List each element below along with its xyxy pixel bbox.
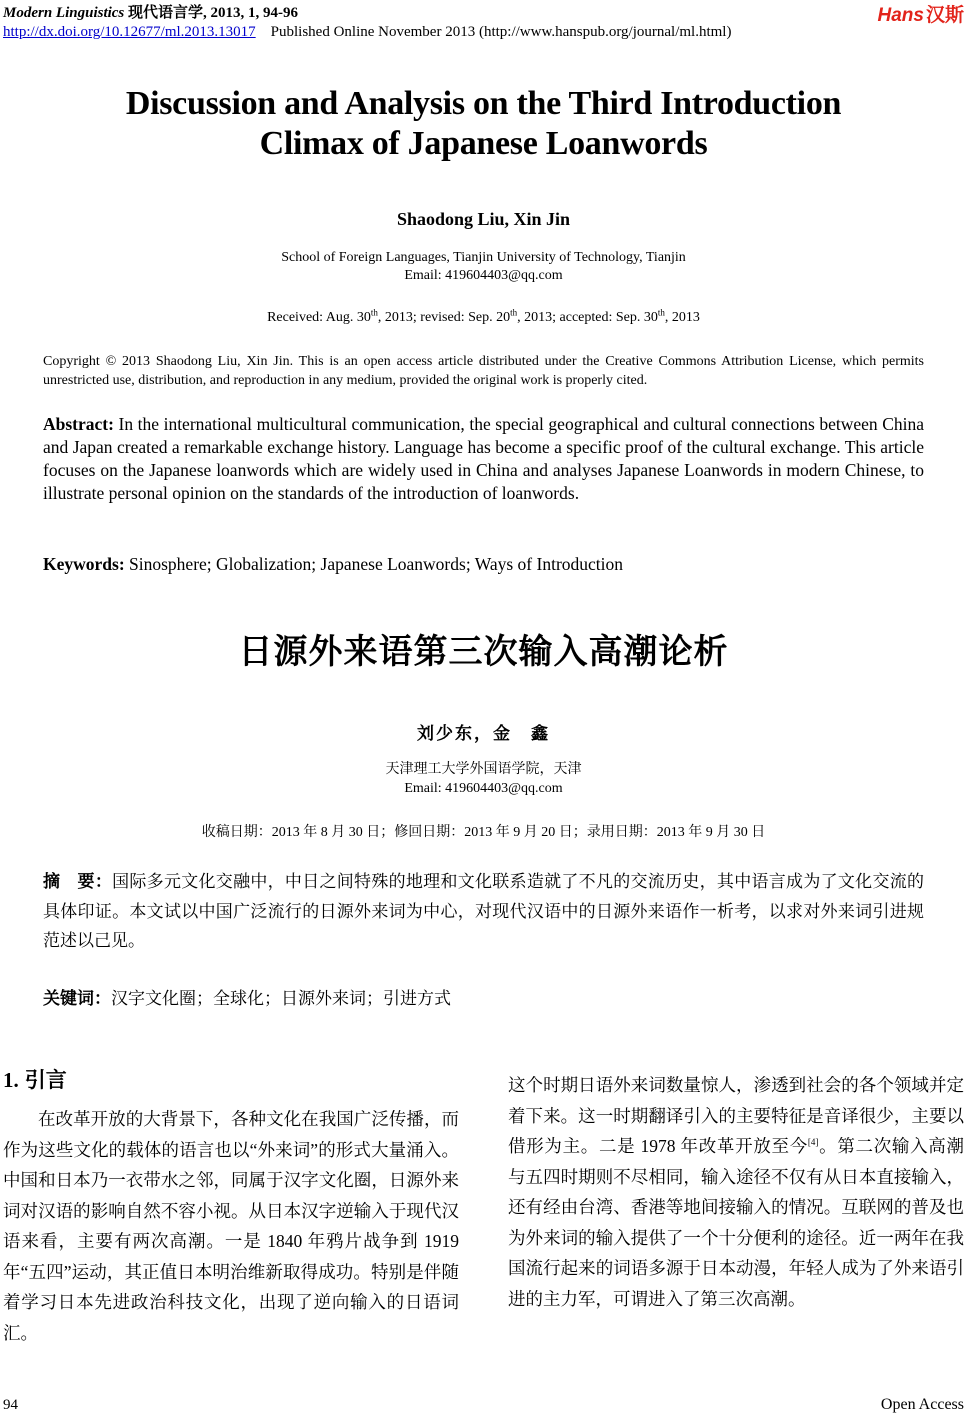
affiliation-en xyxy=(0,249,967,285)
abstract-label: Abstract: xyxy=(43,414,114,434)
hans-logo xyxy=(878,0,964,27)
dates-cn: 收稿日期：2013 年 8 月 30 日；修回日期：2013 年 9 月 20 日；录用日期：2013 年 9 月 30 日 xyxy=(201,825,766,840)
authors-cn: 刘少东，金 鑫 xyxy=(417,724,550,743)
dates-en xyxy=(0,307,967,326)
journal-volume: 现代语言学, 2013, 1, 94-96 xyxy=(124,5,299,21)
doi-line xyxy=(3,24,731,41)
affiliation-text: School of Foreign Languages, Tianjin University of Technology, Tianjin xyxy=(281,250,686,265)
copyright-notice: Copyright © 2013 Shaodong Liu, Xin Jin. This is an open access article distributed under the Creative Commons Attribution License, which permits unrestricted use, distribution, and reproduction in any medium, provided the original work is properly cited. xyxy=(43,354,924,388)
abstract-en xyxy=(43,413,924,505)
year: , 2013 xyxy=(664,310,700,325)
abstract-text: In the international multicultural communication, the special geographical and cultural connections between China and Japan created a remarkable exchange history. Language has become a specific proof of the cultural exchange. This article focuses on the Japanese loanwords which are widely used in China and analyses Japanese Loanwords in modern Chinese, to illustrate personal opinion on the standards of the introduction of loanwords. xyxy=(43,414,924,503)
section-title: 引言 xyxy=(24,1068,67,1092)
affiliation-cn xyxy=(0,760,967,798)
title-line-1: Discussion and Analysis on the Third Introduction xyxy=(125,85,842,122)
logo-text-cn: 汉斯 xyxy=(925,5,964,26)
email-cn: Email: 419604403@qq.com xyxy=(404,781,563,796)
citation-ref[interactable]: [4] xyxy=(807,1137,819,1148)
keywords-label: Keywords: xyxy=(43,554,125,574)
keywords-text-cn: 汉字文化圈；全球化；日源外来词；引进方式 xyxy=(111,989,451,1008)
sup: th xyxy=(510,307,518,318)
keywords-cn xyxy=(43,984,924,1009)
paper-title-cn: 日源外来语第三次输入高潮论析 xyxy=(238,632,729,672)
accepted-date: , 2013; accepted: Sep. 30 xyxy=(517,310,658,325)
authors-en: Shaodong Liu, Xin Jin xyxy=(396,209,571,229)
title-line-2: Climax of Japanese Loanwords xyxy=(259,125,708,162)
abstract-label-cn: 摘 要： xyxy=(43,872,113,892)
doi-link[interactable]: http://dx.doi.org/10.12677/ml.2013.13017 xyxy=(3,24,256,40)
section-number: 1. xyxy=(3,1068,19,1092)
body-column-left: 在改革开放的大背景下，各种文化在我国广泛传播，而作为这些文化的载体的语言也以“外来词”的形式大量涌入。中国和日本乃一衣带水之邻，同属于汉字文化圈，日源外来词对汉语的影响自然不容小视。从日本汉字逆输入于现代汉语来看，主要有两次高潮。一是 1840 年鸦片战争到 1919 年“五四”运动，其正值日本明治维新取得成功。特别是伴随着学习日本先进政治科技文化，出现了逆向输入的日语词汇。 xyxy=(3,1109,459,1343)
paper-title-en xyxy=(0,84,967,164)
body-text: 。第二次输入高潮与五四时期则不尽相同，输入途径不仅有从日本直接输入，还有经由台湾、香港等地间接输入的情况。互联网的普及也为外来词的输入提供了一个十分便利的途径。近一两年在我国流行起来的词语多源于日本动漫，年轻人成为了外来语引进的主力军，可谓进入了第三次高潮。 xyxy=(508,1136,965,1309)
page-number: 94 xyxy=(3,1397,18,1413)
sup: th xyxy=(657,307,665,318)
journal-citation xyxy=(3,1,298,22)
received-date: Received: Aug. 30 xyxy=(267,310,371,325)
section-heading xyxy=(3,1064,67,1094)
keywords-label-cn: 关键词： xyxy=(43,989,111,1009)
body-text: 这个时期日语外来词数量惊人，渗透到社会的各个领域并定着下来。这一时期翻译引入的主要特征是音译很少，主要以借形为主。二是 1978 年改革开放至今 xyxy=(508,1075,964,1156)
published-online: Published Online November 2013 (http://www.hanspub.org/journal/ml.html) xyxy=(270,24,732,40)
email-en: Email: 419604403@qq.com xyxy=(404,268,563,283)
logo-text-en: Hans xyxy=(877,5,924,26)
abstract-text-cn: 国际多元文化交融中，中日之间特殊的地理和文化联系造就了不凡的交流历史，其中语言成为了文化交流的具体印证。本文试以中国广泛流行的日源外来词为中心，对现代汉语中的日源外来语作一析考，以求对外来词引进规范述以己见。 xyxy=(43,872,925,950)
open-access-label: Open Access xyxy=(880,1396,964,1413)
abstract-cn xyxy=(43,867,924,955)
affiliation-text-cn: 天津理工大学外国语学院，天津 xyxy=(385,762,582,777)
sup: th xyxy=(370,307,378,318)
body-column-right xyxy=(508,1070,964,1314)
journal-name: Modern Linguistics xyxy=(3,5,125,21)
keywords-text: Sinosphere; Globalization; Japanese Loanwords; Ways of Introduction xyxy=(124,554,624,574)
keywords-en xyxy=(43,554,924,575)
revised-date: , 2013; revised: Sep. 20 xyxy=(377,310,511,325)
